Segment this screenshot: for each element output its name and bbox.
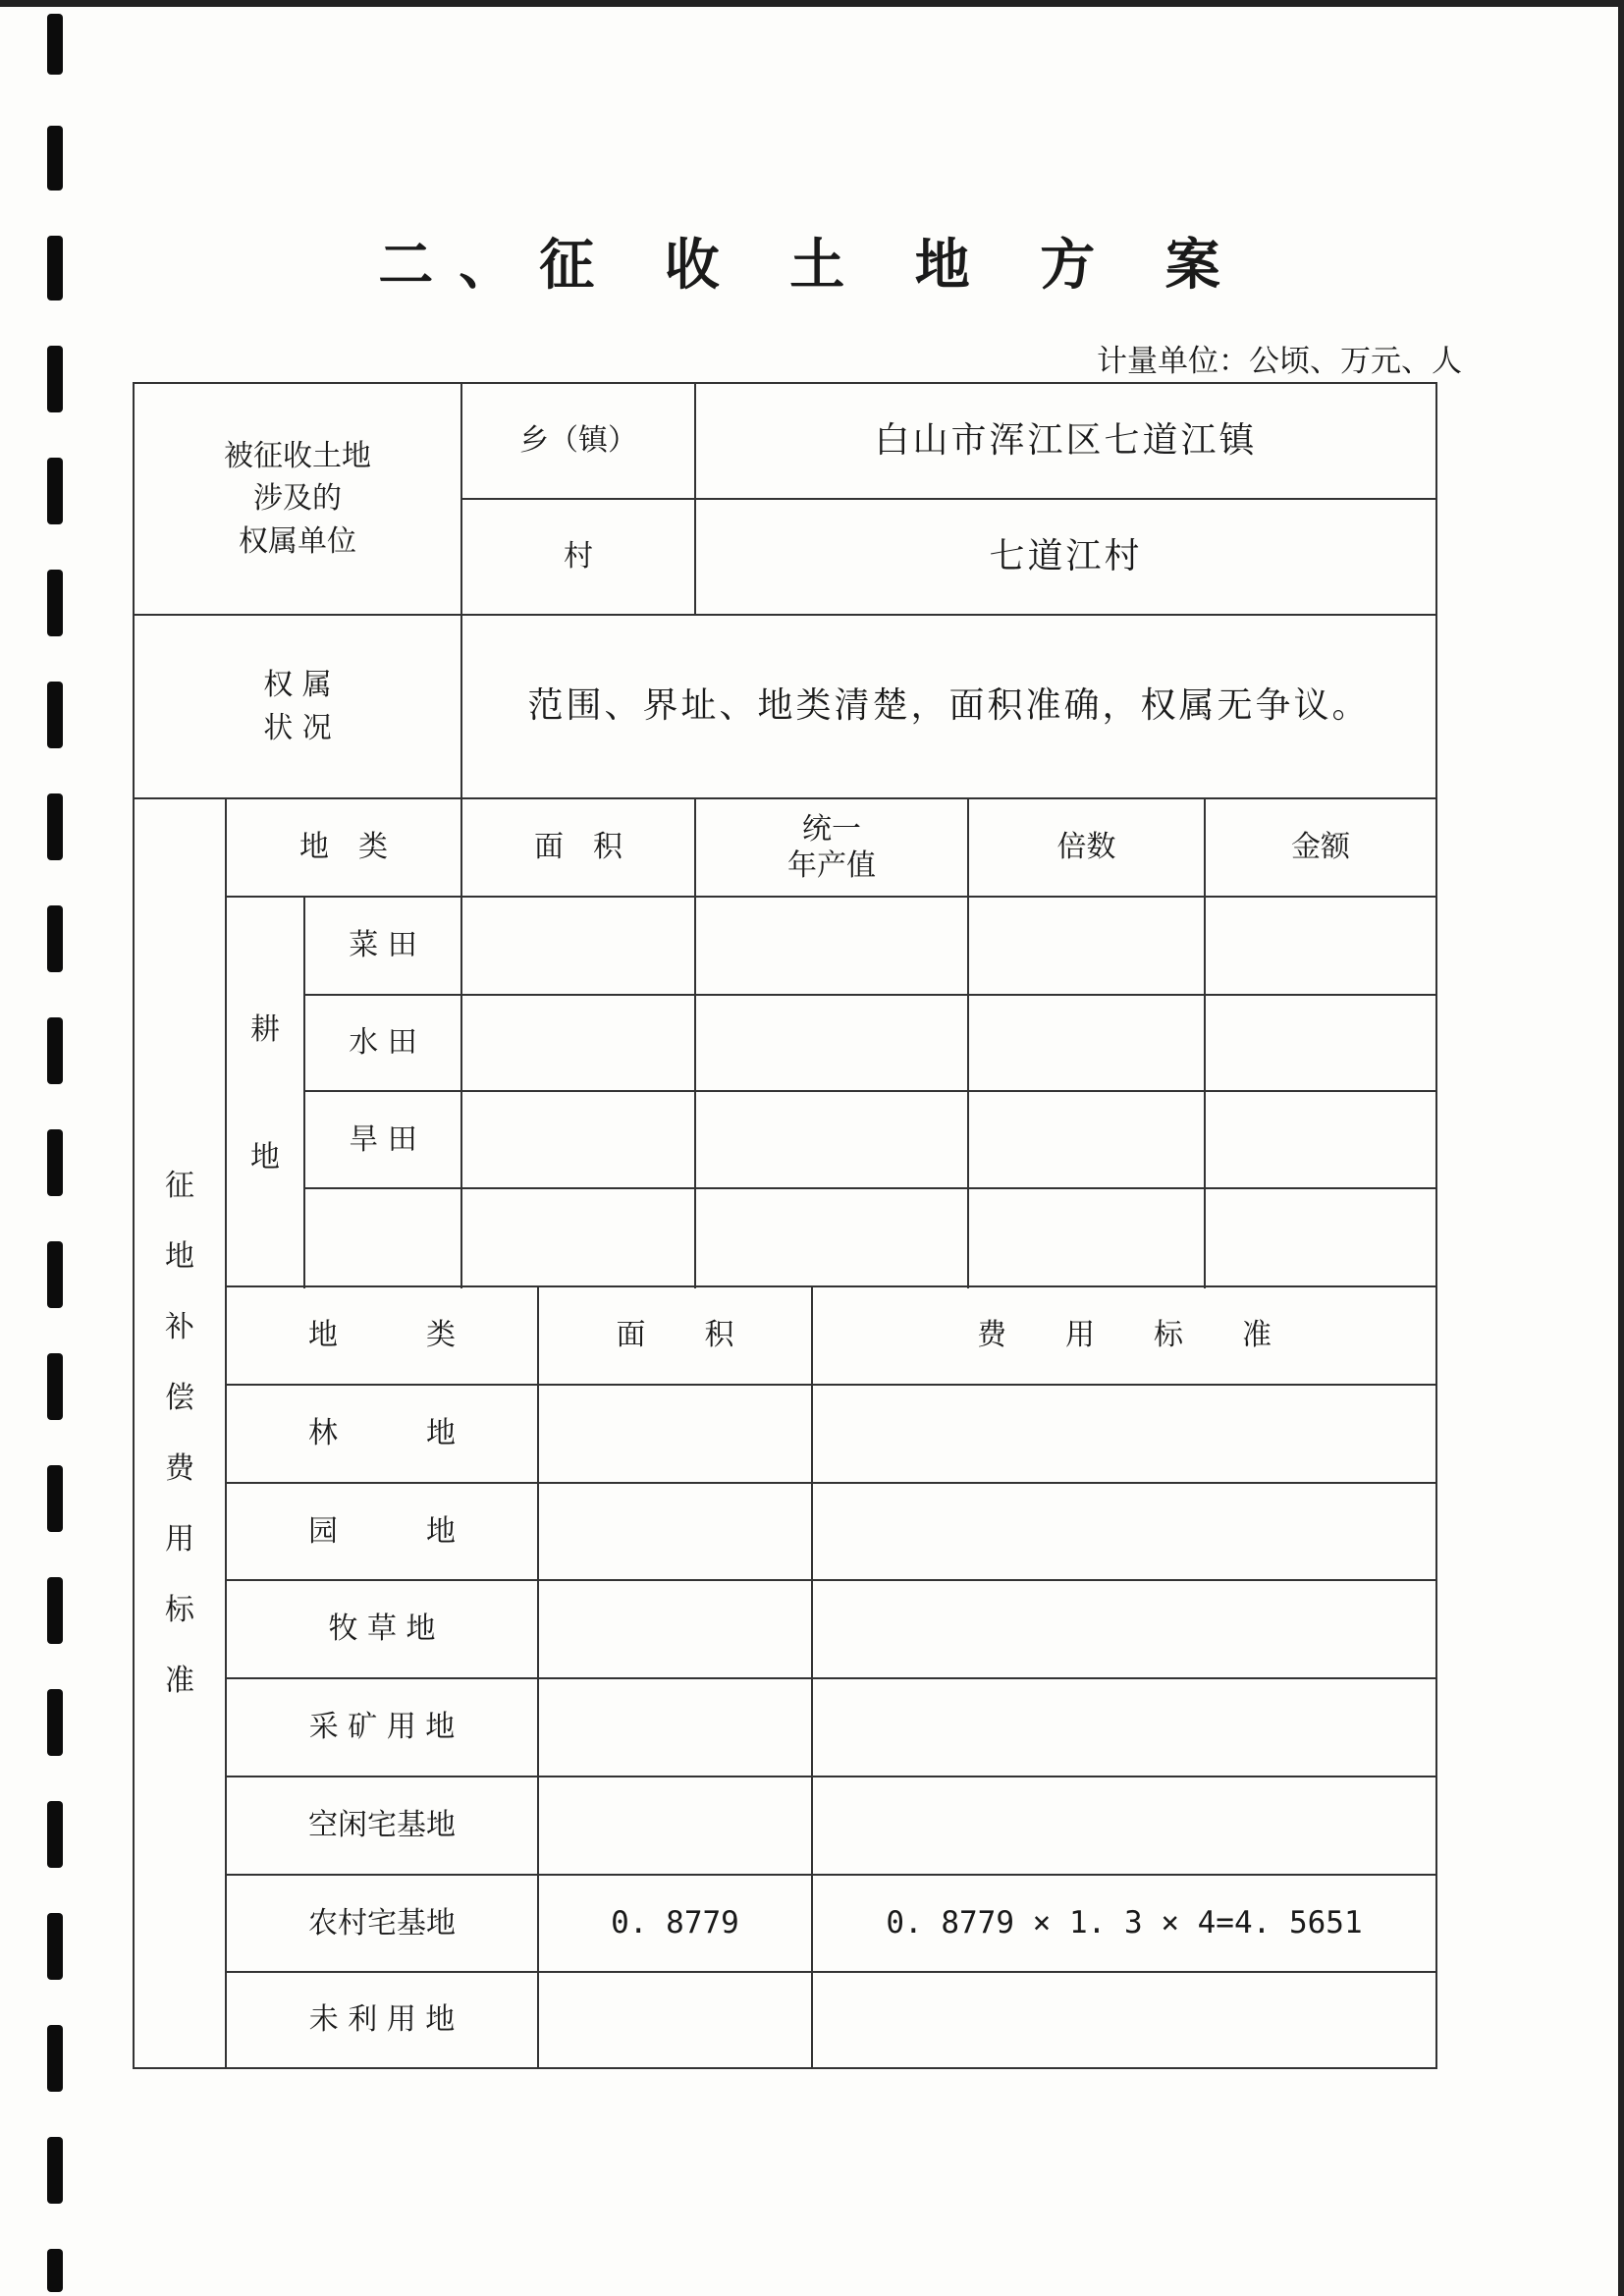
binding-mark <box>47 905 63 972</box>
village-value: 七道江村 <box>989 535 1143 576</box>
t2-row-area <box>539 1484 811 1579</box>
t1-header-multiplier: 倍数 <box>1056 830 1116 865</box>
t1-row-amount <box>1206 898 1435 994</box>
label-char: 耕 <box>250 1012 280 1047</box>
label-char: 征 <box>165 1168 194 1203</box>
label-char: 地 <box>250 1140 280 1175</box>
binding-mark <box>47 1913 63 1980</box>
binding-mark <box>47 458 63 524</box>
t1-row-amount <box>1206 1092 1435 1187</box>
t1-row-amount <box>1206 996 1435 1090</box>
table-line <box>1435 382 1437 2069</box>
t2-row-fee: 0. 8779 × 1. 3 × 4=4. 5651 <box>886 1905 1363 1941</box>
t2-row-area <box>539 1679 811 1776</box>
t1-row-name: 菜 田 <box>349 928 417 963</box>
label-line: 涉及的 <box>253 481 342 517</box>
label-char: 标 <box>165 1592 194 1627</box>
t1-header-area: 面 积 <box>534 830 623 865</box>
binding-mark <box>47 1689 63 1756</box>
t1-row-area <box>462 1189 694 1285</box>
t1-row-name <box>305 1189 460 1285</box>
label-char: 费 <box>165 1450 194 1486</box>
t1-row-multiplier <box>969 1189 1204 1285</box>
t2-row-area <box>539 1973 811 2067</box>
t1-row-multiplier <box>969 1092 1204 1187</box>
binding-mark <box>47 346 63 412</box>
ownership-unit-label <box>135 384 460 614</box>
compensation-section-label <box>135 799 225 2067</box>
label-line: 被征收土地 <box>224 438 371 473</box>
t1-row-area <box>462 898 694 994</box>
binding-mark <box>47 1801 63 1868</box>
t2-row-fee <box>813 1484 1435 1579</box>
binding-mark <box>47 2137 63 2204</box>
binding-mark <box>47 682 63 748</box>
t2-row-area: 0. 8779 <box>611 1905 739 1941</box>
binding-mark <box>47 1129 63 1196</box>
binding-mark <box>47 126 63 191</box>
label-line: 权属单位 <box>239 523 356 559</box>
t2-header-land-type: 地 类 <box>308 1318 456 1353</box>
label-char: 用 <box>165 1521 194 1557</box>
t2-row-name: 空闲宅基地 <box>308 1808 456 1843</box>
binding-mark <box>47 1577 63 1644</box>
label-char: 偿 <box>165 1380 194 1415</box>
scan-top-edge <box>0 0 1624 7</box>
label-line: 统一 <box>802 811 861 847</box>
cultivated-land-label <box>227 898 303 1288</box>
t1-row-multiplier <box>969 996 1204 1090</box>
t2-header-fee-standard: 费 用 标 准 <box>977 1318 1272 1353</box>
scan-right-edge <box>1618 0 1624 2296</box>
t1-header-annual-output <box>696 799 967 896</box>
t1-row-area <box>462 996 694 1090</box>
t2-row-name: 采 矿 用 地 <box>308 1710 456 1745</box>
t2-row-fee <box>813 1581 1435 1677</box>
label-line: 权 属 <box>263 668 332 702</box>
t2-row-area <box>539 1581 811 1677</box>
table-line <box>133 2067 1437 2069</box>
binding-mark <box>47 793 63 860</box>
label-char: 补 <box>165 1309 194 1344</box>
label-line: 年产值 <box>787 848 876 883</box>
binding-mark <box>47 1353 63 1420</box>
label-char: 地 <box>165 1238 194 1274</box>
t2-row-name: 牧 草 地 <box>328 1612 436 1647</box>
binding-mark <box>47 1017 63 1084</box>
ownership-status-label <box>135 616 460 797</box>
township-label: 乡（镇） <box>519 423 637 459</box>
t1-row-output <box>696 1189 967 1285</box>
t2-row-fee <box>813 1679 1435 1776</box>
page-title: 二、征 收 土 地 方 案 <box>378 234 1246 298</box>
t2-row-fee <box>813 1386 1435 1482</box>
binding-mark <box>47 2025 63 2092</box>
t2-row-name: 林 地 <box>308 1416 456 1451</box>
unit-note: 计量单位：公顷、万元、人 <box>1097 344 1462 379</box>
t1-row-output <box>696 898 967 994</box>
t1-row-name: 旱 田 <box>349 1121 417 1157</box>
t2-row-area <box>539 1777 811 1874</box>
ownership-status-value: 范围、界址、地类清楚，面积准确，权属无争议。 <box>527 685 1371 727</box>
t1-row-amount <box>1206 1189 1435 1285</box>
t2-row-name: 园 地 <box>308 1513 456 1549</box>
binding-mark <box>47 2249 63 2292</box>
binding-mark <box>47 1241 63 1308</box>
t1-row-area <box>462 1092 694 1187</box>
t1-header-land-type: 地 类 <box>299 830 388 865</box>
t2-header-area: 面 积 <box>616 1318 734 1353</box>
t1-row-multiplier <box>969 898 1204 994</box>
t1-row-name: 水 田 <box>349 1025 417 1061</box>
binding-mark <box>47 1465 63 1532</box>
t1-header-amount: 金额 <box>1291 830 1350 865</box>
t2-row-area <box>539 1386 811 1482</box>
t2-row-fee <box>813 1973 1435 2067</box>
township-value: 白山市浑江区七道江镇 <box>874 419 1258 461</box>
binding-mark <box>47 570 63 636</box>
t2-row-fee <box>813 1777 1435 1874</box>
t2-row-name: 未 利 用 地 <box>308 2002 456 2038</box>
t1-row-output <box>696 996 967 1090</box>
label-char: 准 <box>165 1663 194 1698</box>
t1-row-output <box>696 1092 967 1187</box>
village-label: 村 <box>564 539 593 574</box>
t2-row-name: 农村宅基地 <box>308 1905 456 1941</box>
label-line: 状 况 <box>263 710 332 745</box>
binding-mark <box>47 14 63 75</box>
